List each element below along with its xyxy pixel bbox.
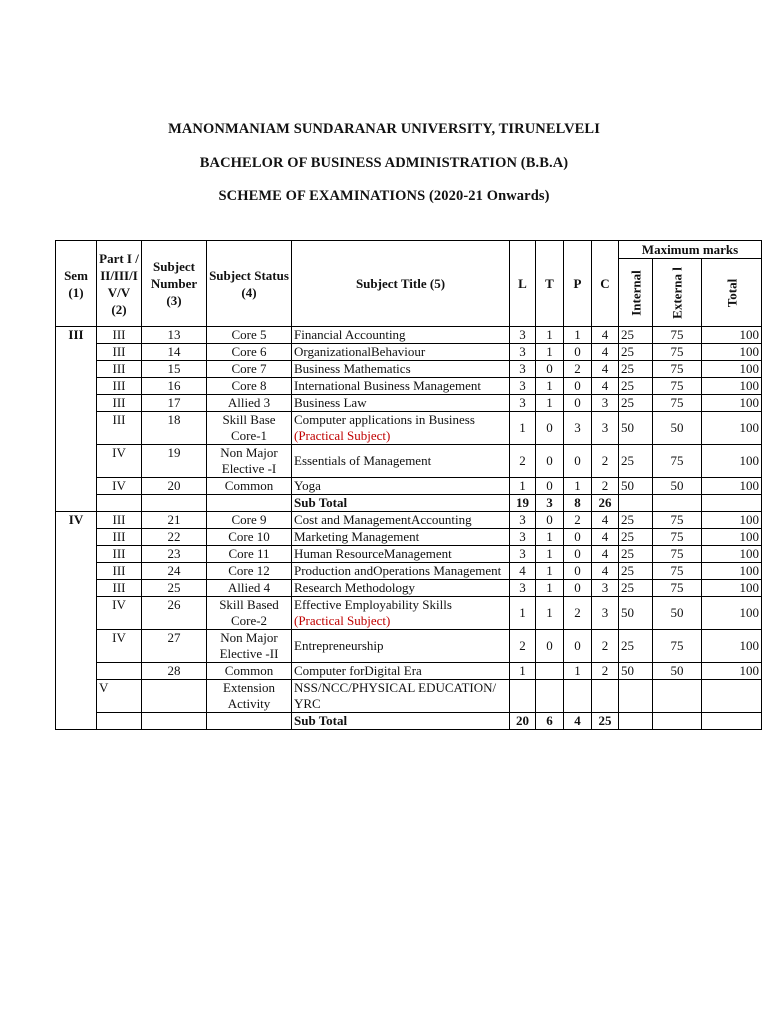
cell-status: Core 12 [207, 563, 292, 580]
subtotal-l: 19 [510, 495, 536, 512]
cell-total: 100 [702, 597, 762, 630]
header-p: P [564, 241, 592, 327]
cell-l: 3 [510, 395, 536, 412]
cell-number: 25 [142, 580, 207, 597]
header-l: L [510, 241, 536, 327]
cell-l: 1 [510, 597, 536, 630]
cell-status: Non Major Elective -II [207, 630, 292, 663]
cell-c: 2 [592, 445, 619, 478]
cell-c: 4 [592, 344, 619, 361]
cell-external: 75 [653, 546, 702, 563]
header-t: T [536, 241, 564, 327]
cell-number: 20 [142, 478, 207, 495]
subtotal-row [56, 713, 762, 730]
cell-total [702, 713, 762, 730]
sem-label: III [56, 327, 97, 512]
cell-number: 16 [142, 378, 207, 395]
cell-internal: 25 [619, 563, 653, 580]
cell-number: 14 [142, 344, 207, 361]
table-row [56, 445, 762, 478]
degree-title: BACHELOR OF BUSINESS ADMINISTRATION (B.B.A) [199, 155, 569, 171]
cell-c [592, 680, 619, 713]
cell-part: III [97, 546, 142, 563]
cell-c: 2 [592, 663, 619, 680]
cell-status: Non Major Elective -I [207, 445, 292, 478]
cell-internal: 50 [619, 478, 653, 495]
cell-total: 100 [702, 663, 762, 680]
cell-number: 19 [142, 445, 207, 478]
cell-total: 100 [702, 546, 762, 563]
table-row [56, 412, 762, 445]
subtotal-label: Sub Total [292, 495, 510, 512]
table-row [56, 630, 762, 663]
cell-number: 24 [142, 563, 207, 580]
cell-t: 1 [536, 580, 564, 597]
cell-external: 75 [653, 361, 702, 378]
cell-internal: 25 [619, 344, 653, 361]
cell-external: 75 [653, 580, 702, 597]
practical-note: (Practical Subject) [294, 613, 391, 628]
cell-internal: 25 [619, 395, 653, 412]
cell-t [536, 663, 564, 680]
cell-external: 50 [653, 478, 702, 495]
cell-p: 2 [564, 597, 592, 630]
cell-p: 0 [564, 395, 592, 412]
cell-total: 100 [702, 378, 762, 395]
cell-part: IV [97, 597, 142, 630]
cell-total: 100 [702, 529, 762, 546]
subtotal-row [56, 495, 762, 512]
cell-number [142, 680, 207, 713]
cell-p: 0 [564, 445, 592, 478]
cell-internal: 50 [619, 663, 653, 680]
cell-t: 0 [536, 412, 564, 445]
cell-internal: 25 [619, 361, 653, 378]
cell-internal: 50 [619, 412, 653, 445]
cell-p: 0 [564, 344, 592, 361]
cell-p: 1 [564, 478, 592, 495]
cell-number: 21 [142, 512, 207, 529]
cell-status: Common [207, 663, 292, 680]
cell-internal [619, 713, 653, 730]
cell-l: 1 [510, 663, 536, 680]
cell-t: 1 [536, 563, 564, 580]
cell-p: 2 [564, 512, 592, 529]
table-row [56, 563, 762, 580]
header-sem: Sem (1) [56, 241, 97, 327]
scheme-table [55, 240, 762, 730]
cell-number: 15 [142, 361, 207, 378]
cell-status: Core 7 [207, 361, 292, 378]
cell-external: 75 [653, 327, 702, 344]
header-subject-status: Subject Status (4) [207, 241, 292, 327]
cell-t: 1 [536, 378, 564, 395]
cell-part: III [97, 361, 142, 378]
cell-t: 1 [536, 327, 564, 344]
cell-title: Business Mathematics [292, 361, 510, 378]
cell-internal: 50 [619, 597, 653, 630]
cell-internal: 25 [619, 512, 653, 529]
cell-part: V [97, 680, 142, 713]
cell-status: Core 9 [207, 512, 292, 529]
cell-title: NSS/NCC/PHYSICAL EDUCATION/ YRC [292, 680, 510, 713]
cell-part: III [97, 512, 142, 529]
cell-t: 0 [536, 361, 564, 378]
table-row [56, 378, 762, 395]
cell-part: III [97, 580, 142, 597]
cell-total: 100 [702, 344, 762, 361]
cell-p: 2 [564, 361, 592, 378]
cell-title: Essentials of Management [292, 445, 510, 478]
cell-status: Core 8 [207, 378, 292, 395]
table-row [56, 680, 762, 713]
cell-t: 1 [536, 597, 564, 630]
cell-t: 0 [536, 630, 564, 663]
cell-total [702, 495, 762, 512]
cell-c: 3 [592, 597, 619, 630]
cell-c: 4 [592, 512, 619, 529]
cell-p [564, 680, 592, 713]
cell-t: 0 [536, 512, 564, 529]
header-c: C [592, 241, 619, 327]
sem-label: IV [56, 512, 97, 730]
cell-number [142, 713, 207, 730]
university-title: MANONMANIAM SUNDARANAR UNIVERSITY, TIRUNELVELI [168, 121, 600, 137]
cell-number: 17 [142, 395, 207, 412]
subtotal-t: 3 [536, 495, 564, 512]
header-internal: Internal [619, 259, 653, 327]
cell-external: 75 [653, 344, 702, 361]
cell-number: 26 [142, 597, 207, 630]
cell-c: 4 [592, 563, 619, 580]
table-row [56, 597, 762, 630]
cell-title: Business Law [292, 395, 510, 412]
cell-external: 50 [653, 597, 702, 630]
subtotal-label: Sub Total [292, 713, 510, 730]
header-external: Externa l [653, 259, 702, 327]
table-row [56, 344, 762, 361]
cell-title: International Business Management [292, 378, 510, 395]
cell-internal: 25 [619, 630, 653, 663]
cell-title: Marketing Management [292, 529, 510, 546]
cell-external: 75 [653, 378, 702, 395]
header-total: Total [702, 259, 762, 327]
table-row [56, 529, 762, 546]
cell-total: 100 [702, 478, 762, 495]
cell-part: III [97, 563, 142, 580]
cell-part: III [97, 344, 142, 361]
cell-number: 23 [142, 546, 207, 563]
cell-t: 0 [536, 478, 564, 495]
cell-internal [619, 495, 653, 512]
cell-part: IV [97, 445, 142, 478]
cell-status [207, 713, 292, 730]
cell-title: Yoga [292, 478, 510, 495]
cell-internal: 25 [619, 445, 653, 478]
header-part: Part I / II/III/I V/V (2) [97, 241, 142, 327]
cell-part: III [97, 529, 142, 546]
title-text: Effective Employability Skills [294, 597, 452, 612]
cell-internal: 25 [619, 529, 653, 546]
cell-c: 2 [592, 478, 619, 495]
cell-status: Skill Based Core-2 [207, 597, 292, 630]
cell-number: 27 [142, 630, 207, 663]
cell-c: 4 [592, 361, 619, 378]
cell-status: Common [207, 478, 292, 495]
cell-external [653, 495, 702, 512]
cell-part [97, 663, 142, 680]
header-maximum-marks: Maximum marks [619, 241, 762, 259]
cell-title: Cost and ManagementAccounting [292, 512, 510, 529]
cell-total: 100 [702, 361, 762, 378]
cell-total: 100 [702, 412, 762, 445]
cell-c: 3 [592, 395, 619, 412]
cell-external: 50 [653, 412, 702, 445]
header-subject-number: Subject Number (3) [142, 241, 207, 327]
cell-external: 50 [653, 663, 702, 680]
cell-total: 100 [702, 395, 762, 412]
cell-external [653, 680, 702, 713]
cell-status: Allied 3 [207, 395, 292, 412]
subtotal-c: 25 [592, 713, 619, 730]
subtotal-p: 8 [564, 495, 592, 512]
cell-title: Entrepreneurship [292, 630, 510, 663]
cell-p: 1 [564, 327, 592, 344]
table-row [56, 580, 762, 597]
cell-t: 1 [536, 395, 564, 412]
cell-l: 3 [510, 378, 536, 395]
cell-t: 1 [536, 529, 564, 546]
cell-c: 2 [592, 630, 619, 663]
cell-external: 75 [653, 563, 702, 580]
cell-status: Extension Activity [207, 680, 292, 713]
cell-title: Human ResourceManagement [292, 546, 510, 563]
cell-title: Computer forDigital Era [292, 663, 510, 680]
cell-internal: 25 [619, 546, 653, 563]
scheme-title: SCHEME OF EXAMINATIONS (2020-21 Onwards) [218, 188, 550, 204]
cell-external: 75 [653, 529, 702, 546]
cell-p: 0 [564, 630, 592, 663]
cell-status: Skill Base Core-1 [207, 412, 292, 445]
cell-title: Production andOperations Management [292, 563, 510, 580]
cell-t: 0 [536, 445, 564, 478]
cell-status: Core 5 [207, 327, 292, 344]
cell-number: 18 [142, 412, 207, 445]
cell-c: 4 [592, 529, 619, 546]
cell-status: Core 6 [207, 344, 292, 361]
cell-total: 100 [702, 563, 762, 580]
cell-external: 75 [653, 395, 702, 412]
practical-note: (Practical Subject) [294, 428, 391, 443]
cell-c: 3 [592, 412, 619, 445]
cell-c: 4 [592, 546, 619, 563]
cell-l: 2 [510, 445, 536, 478]
subtotal-p: 4 [564, 713, 592, 730]
cell-l: 1 [510, 478, 536, 495]
cell-external [653, 713, 702, 730]
cell-part [97, 495, 142, 512]
cell-part: III [97, 412, 142, 445]
cell-status: Core 10 [207, 529, 292, 546]
cell-c: 4 [592, 327, 619, 344]
cell-part: IV [97, 478, 142, 495]
cell-total [702, 680, 762, 713]
cell-number: 22 [142, 529, 207, 546]
cell-part: III [97, 327, 142, 344]
cell-l: 3 [510, 512, 536, 529]
cell-l: 3 [510, 327, 536, 344]
table-row [56, 663, 762, 680]
subtotal-t: 6 [536, 713, 564, 730]
cell-status: Allied 4 [207, 580, 292, 597]
cell-external: 75 [653, 512, 702, 529]
cell-status [207, 495, 292, 512]
cell-l: 4 [510, 563, 536, 580]
cell-internal: 25 [619, 580, 653, 597]
table-row [56, 546, 762, 563]
table-row [56, 361, 762, 378]
cell-internal: 25 [619, 378, 653, 395]
cell-p: 0 [564, 378, 592, 395]
cell-l: 3 [510, 546, 536, 563]
cell-title: Research Methodology [292, 580, 510, 597]
cell-part: III [97, 395, 142, 412]
cell-status: Core 11 [207, 546, 292, 563]
cell-l: 3 [510, 361, 536, 378]
cell-l: 1 [510, 412, 536, 445]
cell-l [510, 680, 536, 713]
cell-total: 100 [702, 445, 762, 478]
cell-title [292, 412, 510, 445]
cell-internal: 25 [619, 327, 653, 344]
cell-total: 100 [702, 580, 762, 597]
table-row [56, 478, 762, 495]
cell-p: 3 [564, 412, 592, 445]
header-subject-title: Subject Title (5) [292, 241, 510, 327]
cell-internal [619, 680, 653, 713]
cell-t: 1 [536, 344, 564, 361]
cell-l: 3 [510, 529, 536, 546]
cell-c: 4 [592, 378, 619, 395]
cell-part: IV [97, 630, 142, 663]
subtotal-c: 26 [592, 495, 619, 512]
cell-total: 100 [702, 327, 762, 344]
cell-number: 13 [142, 327, 207, 344]
table-header [56, 241, 762, 327]
cell-p: 0 [564, 529, 592, 546]
cell-number [142, 495, 207, 512]
cell-number: 28 [142, 663, 207, 680]
cell-external: 75 [653, 445, 702, 478]
cell-total: 100 [702, 630, 762, 663]
title-text: Computer applications in Business [294, 412, 475, 427]
cell-p: 0 [564, 580, 592, 597]
cell-total: 100 [702, 512, 762, 529]
table-row [56, 327, 762, 344]
cell-part [97, 713, 142, 730]
cell-title: OrganizationalBehaviour [292, 344, 510, 361]
subtotal-l: 20 [510, 713, 536, 730]
cell-l: 3 [510, 580, 536, 597]
table-row [56, 512, 762, 529]
cell-l: 2 [510, 630, 536, 663]
cell-c: 3 [592, 580, 619, 597]
cell-title [292, 597, 510, 630]
cell-external: 75 [653, 630, 702, 663]
cell-l: 3 [510, 344, 536, 361]
cell-p: 0 [564, 546, 592, 563]
cell-part: III [97, 378, 142, 395]
cell-p: 1 [564, 663, 592, 680]
cell-title: Financial Accounting [292, 327, 510, 344]
cell-p: 0 [564, 563, 592, 580]
cell-t [536, 680, 564, 713]
table-row [56, 395, 762, 412]
cell-t: 1 [536, 546, 564, 563]
